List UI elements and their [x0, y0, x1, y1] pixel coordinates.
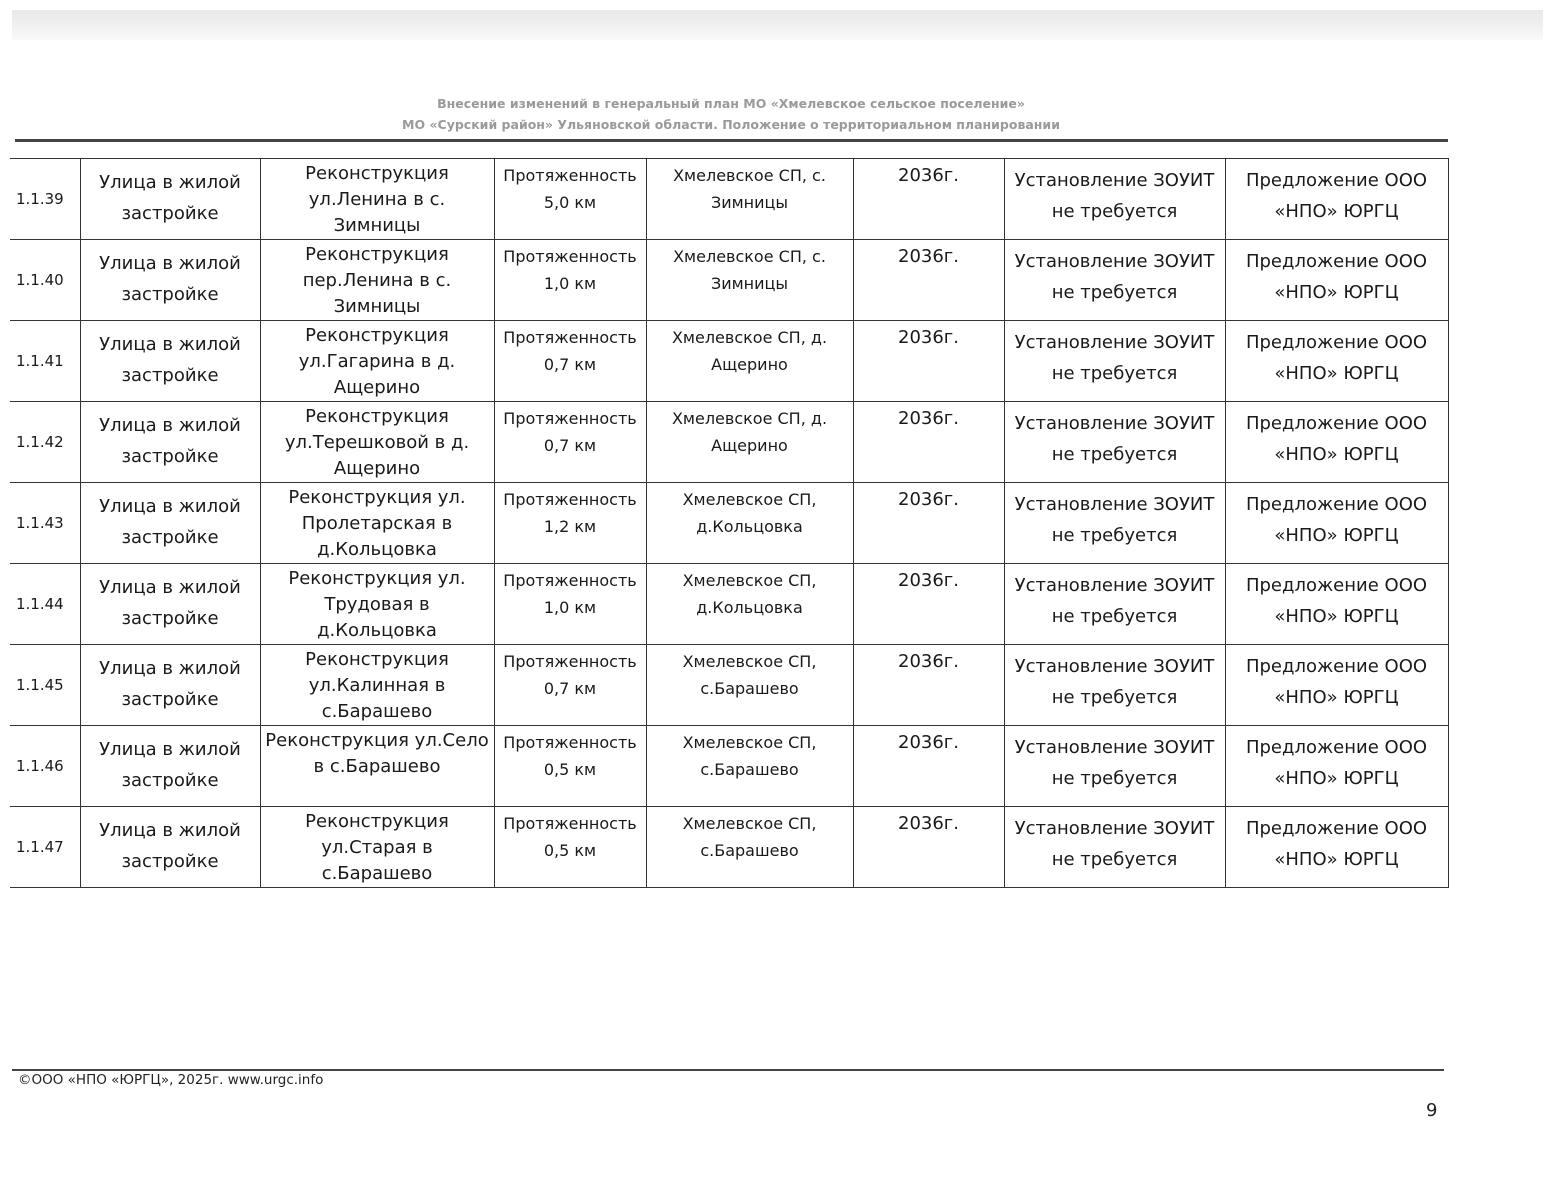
row-number: 1.1.46	[10, 726, 80, 807]
location-cell: Хмелевское СП, с.Барашево	[646, 645, 853, 726]
planning-table	[10, 158, 1449, 888]
zone-status-cell: Установление ЗОУИТ не требуется	[1004, 726, 1225, 807]
description-cell: Реконструкция ул.Ленина в с. Зимницы	[260, 159, 494, 240]
object-type-cell: Улица в жилой застройке	[80, 321, 260, 402]
zone-status-cell: Установление ЗОУИТ не требуется	[1004, 807, 1225, 888]
length-cell: Протяженность 1,0 км	[494, 240, 646, 321]
row-number: 1.1.44	[10, 564, 80, 645]
location-cell: Хмелевское СП, с. Зимницы	[646, 240, 853, 321]
location-cell: Хмелевское СП, с.Барашево	[646, 726, 853, 807]
table-row	[10, 159, 1448, 240]
zone-status-cell: Установление ЗОУИТ не требуется	[1004, 564, 1225, 645]
row-number: 1.1.42	[10, 402, 80, 483]
zone-status-cell: Установление ЗОУИТ не требуется	[1004, 240, 1225, 321]
location-cell: Хмелевское СП, с. Зимницы	[646, 159, 853, 240]
proposal-cell: Предложение ООО «НПО» ЮРГЦ	[1225, 321, 1448, 402]
length-cell: Протяженность 0,5 км	[494, 807, 646, 888]
object-type-cell: Улица в жилой застройке	[80, 240, 260, 321]
year-cell: 2036г.	[853, 159, 1004, 240]
proposal-cell: Предложение ООО «НПО» ЮРГЦ	[1225, 564, 1448, 645]
length-cell: Протяженность 1,0 км	[494, 564, 646, 645]
document-header	[15, 93, 1447, 135]
footer-copyright: ©ООО «НПО «ЮРГЦ», 2025г. www.urgc.info	[18, 1072, 324, 1088]
planning-table-container	[10, 158, 1448, 888]
year-cell: 2036г.	[853, 726, 1004, 807]
object-type-cell: Улица в жилой застройке	[80, 726, 260, 807]
row-number: 1.1.43	[10, 483, 80, 564]
zone-status-cell: Установление ЗОУИТ не требуется	[1004, 402, 1225, 483]
row-number: 1.1.47	[10, 807, 80, 888]
object-type-cell: Улица в жилой застройке	[80, 483, 260, 564]
year-cell: 2036г.	[853, 240, 1004, 321]
table-row	[10, 240, 1448, 321]
description-cell: Реконструкция ул. Пролетарская в д.Кольцовка	[260, 483, 494, 564]
description-cell: Реконструкция ул.Село в с.Барашево	[260, 726, 494, 807]
description-cell: Реконструкция ул.Терешковой в д. Ащерино	[260, 402, 494, 483]
length-cell: Протяженность 0,5 км	[494, 726, 646, 807]
description-cell: Реконструкция пер.Ленина в с. Зимницы	[260, 240, 494, 321]
year-cell: 2036г.	[853, 483, 1004, 564]
row-number: 1.1.39	[10, 159, 80, 240]
location-cell: Хмелевское СП, д.Кольцовка	[646, 483, 853, 564]
header-divider	[15, 139, 1448, 142]
proposal-cell: Предложение ООО «НПО» ЮРГЦ	[1225, 159, 1448, 240]
location-cell: Хмелевское СП, д. Ащерино	[646, 402, 853, 483]
length-cell: Протяженность 0,7 км	[494, 321, 646, 402]
zone-status-cell: Установление ЗОУИТ не требуется	[1004, 645, 1225, 726]
year-cell: 2036г.	[853, 564, 1004, 645]
year-cell: 2036г.	[853, 402, 1004, 483]
page-number: 9	[1426, 1100, 1438, 1121]
location-cell: Хмелевское СП, д. Ащерино	[646, 321, 853, 402]
table-row	[10, 645, 1448, 726]
header-line-2: МО «Сурский район» Ульяновской области. Положение о территориальном планировании	[402, 117, 1060, 132]
year-cell: 2036г.	[853, 645, 1004, 726]
zone-status-cell: Установление ЗОУИТ не требуется	[1004, 159, 1225, 240]
object-type-cell: Улица в жилой застройке	[80, 807, 260, 888]
table-row	[10, 564, 1448, 645]
length-cell: Протяженность 1,2 км	[494, 483, 646, 564]
proposal-cell: Предложение ООО «НПО» ЮРГЦ	[1225, 483, 1448, 564]
length-cell: Протяженность 0,7 км	[494, 645, 646, 726]
table-body	[10, 159, 1448, 888]
table-row	[10, 483, 1448, 564]
length-cell: Протяженность 0,7 км	[494, 402, 646, 483]
table-row	[10, 402, 1448, 483]
object-type-cell: Улица в жилой застройке	[80, 564, 260, 645]
proposal-cell: Предложение ООО «НПО» ЮРГЦ	[1225, 645, 1448, 726]
table-row	[10, 321, 1448, 402]
row-number: 1.1.45	[10, 645, 80, 726]
header-line-1: Внесение изменений в генеральный план МО «Хмелевское сельское поселение»	[437, 96, 1025, 111]
description-cell: Реконструкция ул.Калинная в с.Барашево	[260, 645, 494, 726]
description-cell: Реконструкция ул.Гагарина в д. Ащерино	[260, 321, 494, 402]
length-cell: Протяженность 5,0 км	[494, 159, 646, 240]
table-row	[10, 807, 1448, 888]
location-cell: Хмелевское СП, с.Барашево	[646, 807, 853, 888]
footer-divider	[12, 1069, 1444, 1071]
proposal-cell: Предложение ООО «НПО» ЮРГЦ	[1225, 726, 1448, 807]
object-type-cell: Улица в жилой застройке	[80, 402, 260, 483]
row-number: 1.1.40	[10, 240, 80, 321]
object-type-cell: Улица в жилой застройке	[80, 159, 260, 240]
object-type-cell: Улица в жилой застройке	[80, 645, 260, 726]
proposal-cell: Предложение ООО «НПО» ЮРГЦ	[1225, 402, 1448, 483]
proposal-cell: Предложение ООО «НПО» ЮРГЦ	[1225, 240, 1448, 321]
location-cell: Хмелевское СП, д.Кольцовка	[646, 564, 853, 645]
scan-edge-shadow	[12, 10, 1543, 40]
year-cell: 2036г.	[853, 807, 1004, 888]
description-cell: Реконструкция ул. Трудовая в д.Кольцовка	[260, 564, 494, 645]
table-row	[10, 726, 1448, 807]
row-number: 1.1.41	[10, 321, 80, 402]
zone-status-cell: Установление ЗОУИТ не требуется	[1004, 483, 1225, 564]
proposal-cell: Предложение ООО «НПО» ЮРГЦ	[1225, 807, 1448, 888]
year-cell: 2036г.	[853, 321, 1004, 402]
zone-status-cell: Установление ЗОУИТ не требуется	[1004, 321, 1225, 402]
description-cell: Реконструкция ул.Старая в с.Барашево	[260, 807, 494, 888]
